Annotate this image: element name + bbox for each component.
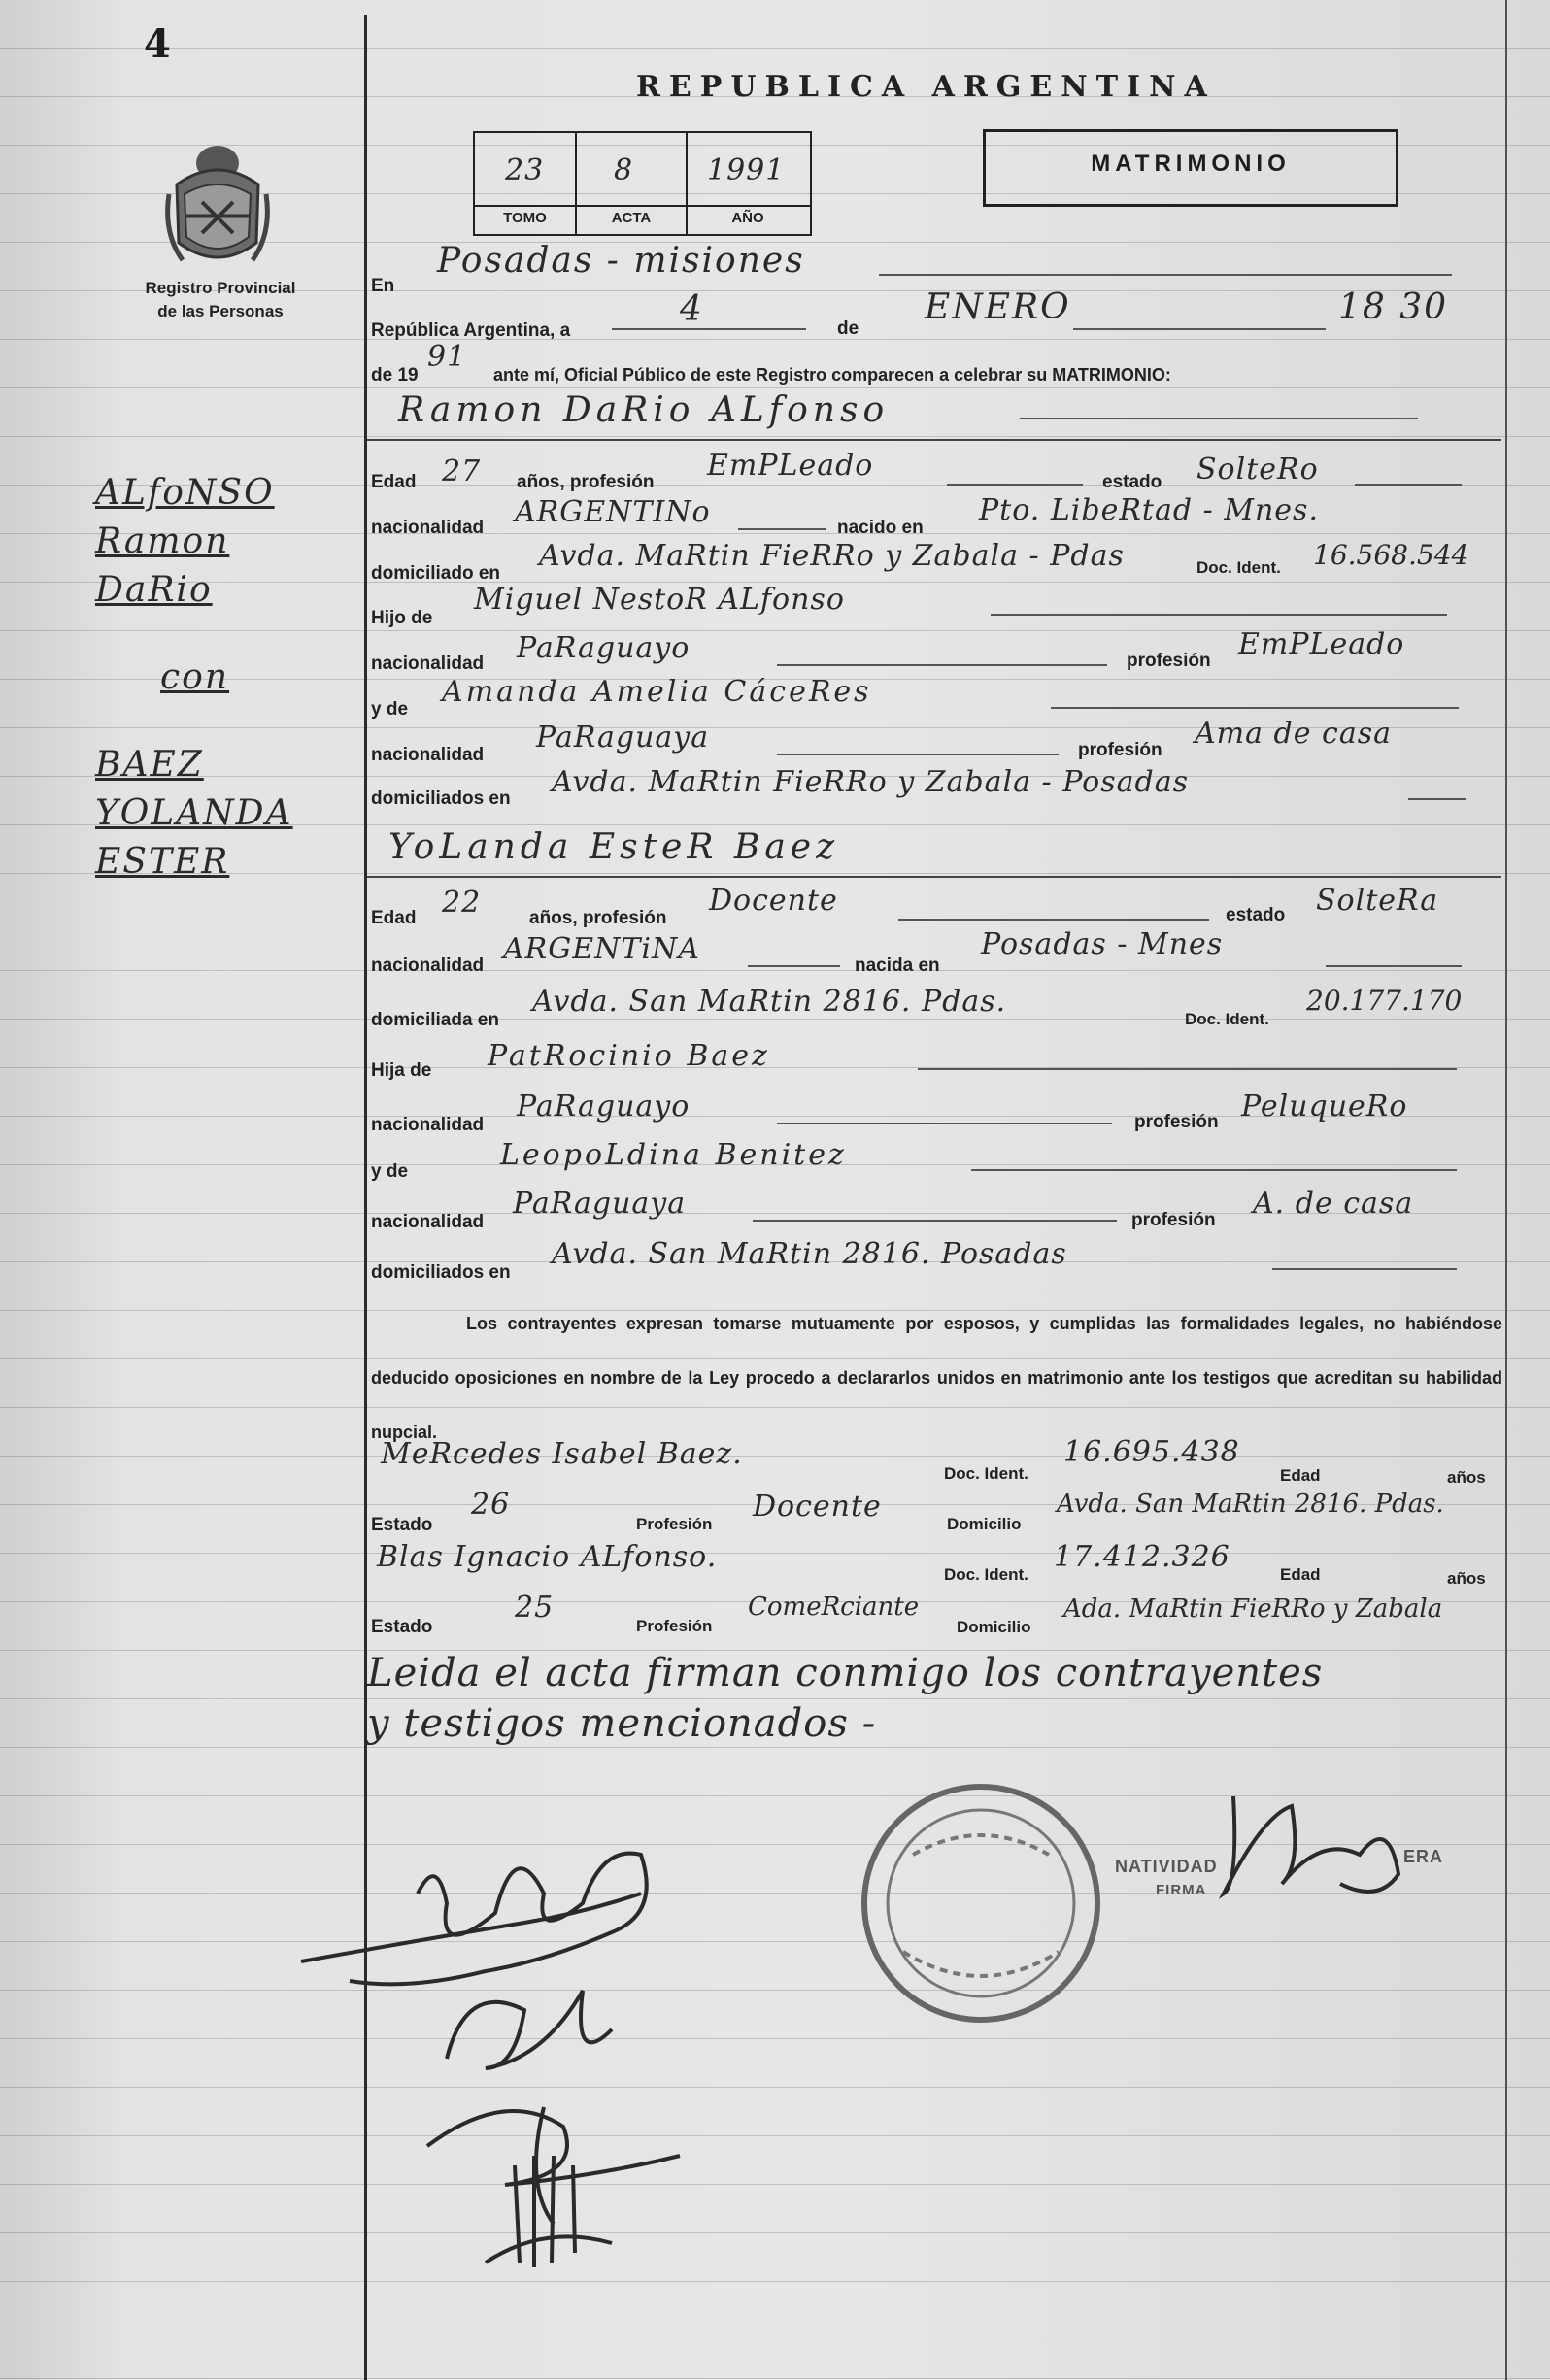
bride-mother-nac-label: nacionalidad: [371, 1212, 485, 1232]
declaration: ante mí, Oficial Público de este Registro comparecen a celebrar su MATRIMONIO:: [493, 365, 1171, 385]
groom-mother-profession: Ama de casa: [1195, 717, 1392, 751]
groom-nationality: ARGENTINo: [515, 495, 711, 529]
witness-2-edad-label: Edad: [1280, 1565, 1321, 1584]
bride-estado: SolteRa: [1316, 884, 1439, 918]
witness-1-age: 26: [471, 1488, 511, 1522]
groom-father-nac-label: nacionalidad: [371, 654, 485, 674]
ano-value: 1991: [707, 153, 786, 187]
bride-profession: Docente: [709, 884, 838, 918]
bride-mother-label: y de: [371, 1161, 409, 1182]
witness-1-edad-label: Edad: [1280, 1466, 1321, 1485]
witness-2-prof-label: Profesión: [636, 1617, 713, 1635]
groom-domicile: Avda. MaRtin FieRRo y Zabala - Pdas: [539, 539, 1125, 573]
witness-1-estado-label: Estado: [371, 1515, 433, 1535]
witness-2-domicile: Ada. MaRtin FieRRo y Zabala: [1063, 1594, 1443, 1624]
groom-name: Ramon DaRio ALfonso: [398, 390, 890, 430]
groom-doc: 16.568.544: [1313, 539, 1469, 571]
witness-2-doc-label: Doc. Ident.: [944, 1565, 1028, 1584]
closing-line-2: y testigos mencionados -: [367, 1701, 877, 1746]
witness-2-name: Blas Ignacio ALfonso.: [377, 1540, 718, 1574]
groom-nac-label: nacionalidad: [371, 518, 485, 538]
bride-nac-label: nacionalidad: [371, 955, 485, 976]
bride-nationality: ARGENTiNA: [503, 932, 700, 966]
bride-edad-label: Edad: [371, 908, 417, 928]
margin-groom-3: DaRio: [95, 570, 213, 610]
bride-parents-dom-label: domiciliados en: [371, 1262, 511, 1283]
official-seal: [864, 1787, 1097, 2020]
groom-father-prof-label: profesión: [1127, 651, 1211, 671]
margin-groom-1: ALfoNSO: [95, 473, 275, 513]
groom-birthplace: Pto. LibeRtad - Mnes.: [979, 493, 1319, 527]
record-type: MATRIMONIO: [1091, 151, 1291, 177]
witness-1-doc-label: Doc. Ident.: [944, 1464, 1028, 1483]
year-suffix: 91: [427, 340, 467, 374]
legal-text: Los contrayentes expresan tomarse mutuamente por esposos, y cumplidas las formalidades legales, no habiéndose deducido oposiciones en nombre de la Ley procedo a declararlos unidos en matrimonio ante los testigos que acreditan su habilidad nupcial.: [371, 1314, 1502, 1442]
margin-bride-1: BAEZ: [95, 745, 204, 785]
margin-con: con: [160, 657, 230, 697]
witness-1-domicile: Avda. San MaRtin 2816. Pdas.: [1057, 1490, 1444, 1519]
groom-parents-dom-label: domiciliados en: [371, 788, 511, 809]
bride-mother: LeopoLdina Benitez: [500, 1138, 847, 1172]
de-label: de: [837, 318, 859, 339]
bride-father: PatRocinio Baez: [488, 1039, 770, 1073]
coat-of-arms-icon: [163, 136, 272, 272]
witness-2-dom-label: Domicilio: [957, 1618, 1031, 1636]
margin-bride-3: ESTER: [95, 842, 230, 882]
groom-doc-label: Doc. Ident.: [1196, 558, 1281, 577]
witness-1-dom-label: Domicilio: [947, 1515, 1022, 1533]
bride-prof-label: años, profesión: [529, 908, 667, 928]
official-stamp-line-1: NATIVIDAD: [1115, 1857, 1218, 1876]
signature-groom: [350, 1854, 647, 1985]
groom-age: 27: [442, 454, 482, 488]
acta-value: 8: [614, 153, 634, 187]
groom-mother-nac-label: nacionalidad: [371, 745, 485, 765]
bride-domicile: Avda. San MaRtin 2816. Pdas.: [532, 985, 1007, 1019]
bride-doc-label: Doc. Ident.: [1185, 1010, 1269, 1028]
country-title: REPUBLICA ARGENTINA: [636, 70, 1216, 104]
bride-father-prof-label: profesión: [1134, 1112, 1219, 1132]
groom-mother: Amanda Amelia CáceRes: [442, 675, 872, 709]
signatures: [291, 1738, 1505, 2282]
witness-1-profession: Docente: [753, 1490, 882, 1524]
groom-estado-label: estado: [1102, 472, 1162, 492]
ano-label: AÑO: [731, 210, 764, 226]
groom-father: Miguel NestoR ALfonso: [474, 583, 845, 617]
day: 4: [680, 289, 704, 329]
bride-parents-domicile: Avda. San MaRtin 2816. Posadas: [552, 1237, 1067, 1271]
witness-1-doc: 16.695.438: [1063, 1435, 1240, 1469]
bride-dom-label: domiciliada en: [371, 1010, 499, 1030]
bride-mother-nationality: PaRaguaya: [513, 1187, 687, 1221]
groom-edad-label: Edad: [371, 472, 417, 492]
witness-2-doc: 17.412.326: [1054, 1540, 1230, 1574]
tomo-value: 23: [505, 153, 545, 187]
bride-father-label: Hija de: [371, 1060, 432, 1081]
signature-official: [1224, 1796, 1398, 1894]
official-stamp-line-2: FIRMA: [1156, 1882, 1207, 1898]
groom-nacido-label: nacido en: [837, 518, 924, 538]
witness-2-estado-label: Estado: [371, 1617, 433, 1637]
tomo-label: TOMO: [503, 210, 547, 226]
en-label: En: [371, 276, 395, 296]
groom-prof-label: años, profesión: [517, 472, 655, 492]
groom-estado: SolteRo: [1196, 453, 1319, 486]
hour: 18 30: [1338, 287, 1449, 327]
groom-mother-nationality: PaRaguaya: [536, 721, 710, 754]
bride-name: YoLanda EsteR Baez: [388, 827, 840, 867]
groom-father-label: Hijo de: [371, 608, 433, 628]
bride-age: 22: [442, 886, 482, 920]
acta-label: ACTA: [611, 210, 652, 226]
official-stamp-line-3: ERA: [1403, 1847, 1444, 1866]
closing-line-1: Leida el acta firman conmigo los contrayentes: [367, 1651, 1324, 1695]
groom-parents-domicile: Avda. MaRtin FieRRo y Zabala - Posadas: [552, 765, 1189, 799]
bride-father-nationality: PaRaguayo: [517, 1089, 691, 1123]
bride-doc: 20.177.170: [1306, 985, 1463, 1017]
witness-2-anos-label: años: [1447, 1569, 1486, 1588]
witness-1-name: MeRcedes Isabel Baez.: [381, 1437, 743, 1471]
margin-bride-2: YOLANDA: [95, 793, 293, 833]
bride-mother-prof-label: profesión: [1131, 1210, 1216, 1230]
groom-dom-label: domiciliado en: [371, 563, 501, 584]
witness-2-profession: ComeRciante: [748, 1592, 920, 1622]
witness-1-anos-label: años: [1447, 1468, 1486, 1487]
bride-nacida-label: nacida en: [855, 955, 940, 976]
groom-profession: EmPLeado: [707, 449, 874, 483]
groom-father-profession: EmPLeado: [1238, 627, 1405, 661]
witness-2-age: 25: [515, 1591, 555, 1625]
right-edge-rule: [1505, 0, 1507, 2380]
bride-birthplace: Posadas - Mnes: [981, 927, 1224, 961]
bride-father-nac-label: nacionalidad: [371, 1115, 485, 1135]
page-number: 4: [144, 21, 171, 67]
groom-mother-prof-label: profesión: [1078, 740, 1162, 760]
margin-groom-2: Ramon: [95, 521, 230, 561]
bride-father-profession: PeluqueRo: [1241, 1089, 1408, 1123]
month: ENERO: [925, 287, 1071, 327]
bride-mother-profession: A. de casa: [1253, 1187, 1414, 1221]
groom-father-nationality: PaRaguayo: [517, 631, 691, 665]
registry-label: Registro Provincial de las Personas: [145, 279, 296, 320]
witness-1-prof-label: Profesión: [636, 1515, 713, 1533]
place: Posadas - misiones: [437, 241, 805, 281]
bride-estado-label: estado: [1226, 905, 1286, 925]
groom-mother-label: y de: [371, 699, 409, 720]
republica-label: República Argentina, a: [371, 320, 571, 341]
year-prefix: de 19: [371, 365, 419, 385]
